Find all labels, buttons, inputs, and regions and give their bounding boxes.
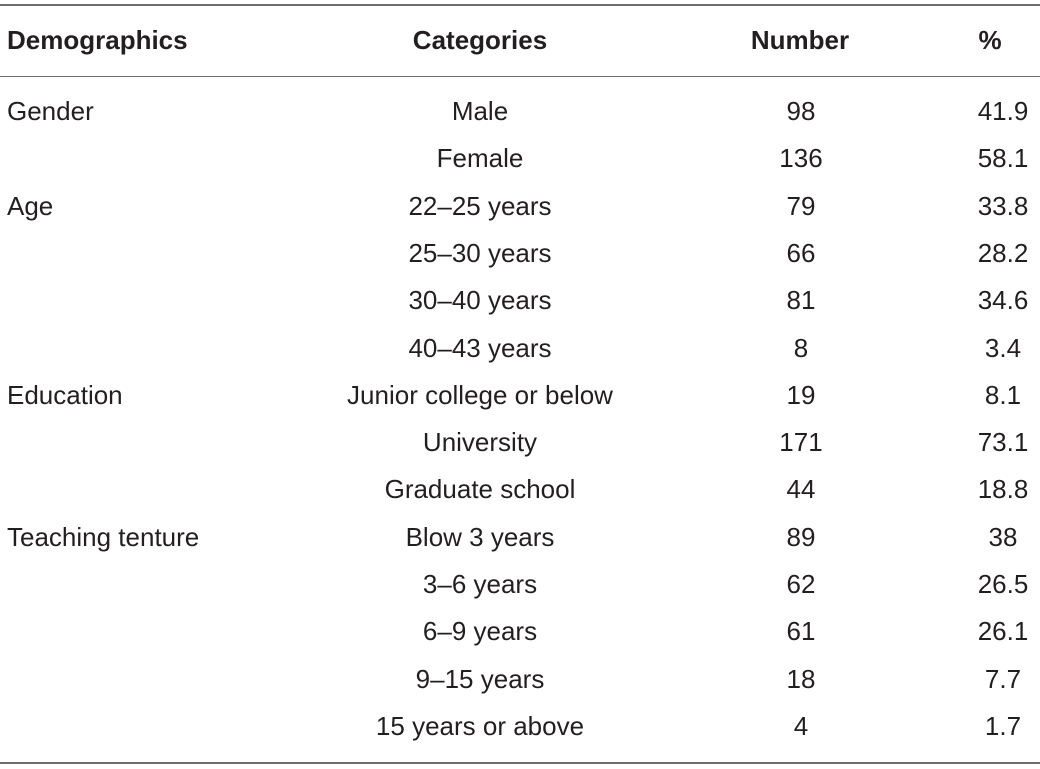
cell-percent: 58.1 <box>977 143 1029 174</box>
cell-number: 19 <box>786 379 816 410</box>
cell-category: 3–6 years <box>422 569 538 599</box>
cell-percent: 7.7 <box>984 663 1022 694</box>
cell-percent: 73.1 <box>977 427 1029 458</box>
cell-number: 8 <box>793 332 809 363</box>
table-row <box>0 466 1040 513</box>
cell-percent: 33.8 <box>977 190 1029 221</box>
cell-category: Female <box>436 143 524 174</box>
cell-number: 81 <box>786 285 816 316</box>
table-row <box>0 230 1040 277</box>
cell-number: 44 <box>786 474 816 505</box>
table-row <box>0 88 1040 135</box>
table-row <box>0 656 1040 703</box>
cell-percent: 41.9 <box>977 96 1029 126</box>
table-header-row <box>0 17 1040 64</box>
cell-demographic: Age <box>7 190 54 221</box>
cell-percent: 34.6 <box>977 285 1029 316</box>
cell-percent: 28.2 <box>977 237 1029 268</box>
cell-category: 6–9 years <box>422 616 538 647</box>
table-row <box>0 703 1040 750</box>
cell-category: 40–43 years <box>408 332 552 363</box>
header-percent: % <box>978 25 1002 55</box>
cell-percent: 8.1 <box>984 379 1022 410</box>
cell-number: 171 <box>779 427 823 458</box>
cell-demographic: Gender <box>7 96 94 126</box>
cell-number: 61 <box>786 616 816 647</box>
cell-category: 9–15 years <box>415 663 545 694</box>
table-row <box>0 325 1040 372</box>
table-row <box>0 183 1040 230</box>
cell-number: 66 <box>786 237 816 268</box>
top-rule <box>0 4 1040 6</box>
cell-number: 79 <box>786 190 816 221</box>
cell-number: 4 <box>793 710 809 741</box>
cell-percent: 26.5 <box>977 569 1029 599</box>
cell-demographic: Education <box>7 379 123 410</box>
cell-demographic: Teaching tenture <box>7 521 200 552</box>
cell-category: 22–25 years <box>408 190 552 221</box>
cell-number: 89 <box>786 521 816 552</box>
header-categories: Categories <box>412 25 548 55</box>
cell-category: 25–30 years <box>408 237 552 268</box>
cell-category: University <box>422 427 538 458</box>
cell-percent: 38 <box>988 521 1018 552</box>
cell-percent: 3.4 <box>984 332 1022 363</box>
table-row <box>0 561 1040 608</box>
cell-number: 136 <box>779 143 823 174</box>
cell-category: Junior college or below <box>347 379 613 410</box>
cell-category: Male <box>451 96 509 126</box>
table-row <box>0 372 1040 419</box>
header-rule <box>0 76 1040 77</box>
table-row <box>0 277 1040 324</box>
table-row <box>0 608 1040 655</box>
header-demographics: Demographics <box>7 25 188 55</box>
table-row <box>0 135 1040 182</box>
header-number: Number <box>750 25 850 55</box>
cell-number: 98 <box>786 96 816 126</box>
cell-number: 62 <box>786 569 816 599</box>
cell-category: 30–40 years <box>408 285 552 316</box>
cell-percent: 26.1 <box>977 616 1029 647</box>
table-row <box>0 419 1040 466</box>
cell-category: Graduate school <box>384 474 576 505</box>
table-row <box>0 514 1040 561</box>
cell-number: 18 <box>786 663 816 694</box>
bottom-rule <box>0 762 1040 764</box>
cell-category: Blow 3 years <box>405 521 555 552</box>
cell-category: 15 years or above <box>375 710 585 741</box>
cell-percent: 18.8 <box>977 474 1029 505</box>
cell-percent: 1.7 <box>984 710 1022 741</box>
